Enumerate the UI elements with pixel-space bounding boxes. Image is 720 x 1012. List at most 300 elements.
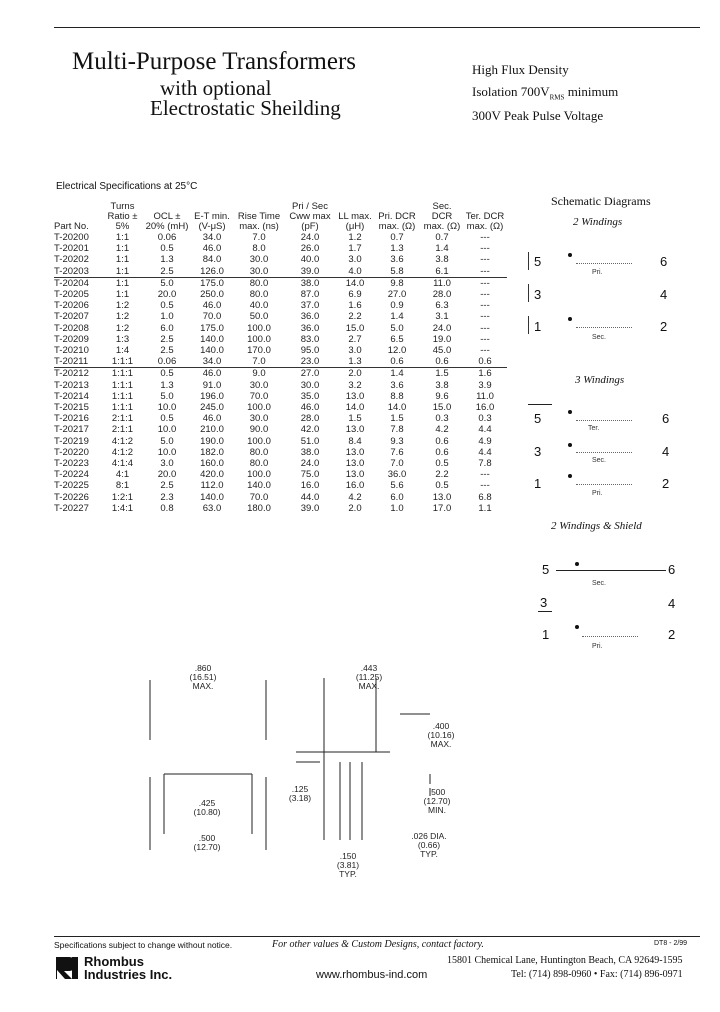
table-cell: T-20220 — [54, 446, 89, 458]
table-cell: 126.0 — [200, 265, 224, 277]
table-cell: 19.0 — [432, 333, 452, 345]
table-cell: 3.0 — [160, 458, 174, 470]
pin-6: 6 — [662, 411, 670, 426]
table-cell: 180.0 — [247, 502, 271, 514]
table-cell: 7.6 — [390, 446, 404, 458]
table-row — [54, 334, 507, 345]
col-sec-dcr: Sec. DCR max. (Ω) — [423, 201, 461, 232]
table-row — [54, 254, 507, 265]
table-cell: 1.3 — [390, 243, 404, 255]
table-row — [54, 391, 507, 402]
table-cell: 15.0 — [432, 402, 452, 414]
pin-4: 4 — [662, 444, 670, 459]
pin-3: 3 — [540, 595, 548, 610]
pin-1: 1 — [534, 476, 542, 491]
table-cell: 170.0 — [247, 345, 271, 357]
col-part: Part No. — [54, 221, 89, 232]
table-cell: 8.4 — [348, 435, 362, 447]
table-cell: T-20200 — [54, 232, 89, 243]
table-cell: 9.6 — [435, 390, 449, 402]
table-row — [54, 266, 507, 278]
table-cell: 39.0 — [300, 265, 320, 277]
pin-3: 3 — [534, 287, 542, 302]
table-cell: 0.3 — [435, 413, 449, 425]
table-cell: 1.2 — [348, 232, 362, 243]
table-cell: 1.0 — [160, 311, 174, 323]
table-cell: 2.2 — [435, 469, 449, 481]
table-cell: T-20223 — [54, 458, 89, 470]
table-cell: 1.6 — [463, 368, 507, 380]
table-cell: 100.0 — [247, 435, 271, 447]
table-cell: 80.0 — [249, 458, 269, 470]
feature-pulse: 300V Peak Pulse Voltage — [472, 108, 604, 123]
table-cell: 4:1 — [115, 469, 130, 481]
table-cell: --- — [480, 300, 490, 312]
table-cell: 24.0 — [300, 232, 320, 243]
table-cell: T-20205 — [54, 289, 89, 301]
table-cell: 1.4 — [390, 311, 404, 323]
table-row — [54, 424, 507, 435]
table-cell: 4.2 — [435, 424, 449, 436]
table-cell: 36.0 — [387, 469, 407, 481]
table-cell: 5.0 — [160, 435, 174, 447]
table-cell: 24.0 — [300, 458, 320, 470]
table-cell: 0.6 — [390, 356, 404, 368]
table-cell: --- — [480, 254, 490, 266]
table-cell: 46.0 — [202, 413, 222, 425]
table-cell: 1:2 — [115, 322, 130, 334]
table-row — [54, 300, 507, 311]
table-row — [54, 380, 507, 391]
table-cell: 7.8 — [478, 458, 492, 470]
table-cell: 5.8 — [390, 265, 404, 277]
page-title: Multi-Purpose Transformers — [72, 48, 357, 75]
table-cell: T-20207 — [54, 311, 89, 323]
table-cell: 4:1:2 — [111, 446, 134, 458]
table-cell: 40.0 — [249, 300, 269, 312]
pin-4: 4 — [668, 596, 676, 611]
table-cell: 0.5 — [160, 413, 174, 425]
table-cell: 0.5 — [145, 368, 189, 380]
table-cell: 6.0 — [160, 322, 174, 334]
table-cell: 1:4:1 — [111, 502, 134, 514]
table-cell: 1.0 — [390, 502, 404, 514]
table-cell: 46.0 — [300, 402, 320, 414]
table-row — [54, 323, 507, 334]
table-cell: 34.0 — [202, 356, 222, 368]
table-cell: T-20226 — [54, 491, 89, 503]
table-cell: 0.6 — [435, 356, 449, 368]
table-cell: 182.0 — [200, 446, 224, 458]
table-cell: 13.0 — [345, 469, 365, 481]
company-name-2: Industries Inc. — [84, 967, 173, 982]
table-cell: --- — [480, 243, 490, 255]
footer-address: 15801 Chemical Lane, Huntington Beach, CA 92649-1595 — [447, 955, 683, 966]
table-row — [54, 436, 507, 447]
table-cell: 28.0 — [432, 289, 452, 301]
table-cell: 90.0 — [249, 424, 269, 436]
col-ter-dcr: Ter. DCR max. (Ω) — [465, 211, 505, 232]
table-row — [54, 469, 507, 480]
table-cell: 245.0 — [200, 402, 224, 414]
table-cell: 0.6 — [435, 446, 449, 458]
winding-coil — [576, 327, 632, 328]
winding-coil — [576, 420, 632, 421]
table-cell: 20.0 — [157, 289, 177, 301]
table-cell: 2.5 — [160, 265, 174, 277]
winding-bar — [528, 284, 529, 302]
table-cell: 2:1:1 — [111, 424, 134, 436]
table-cell: 30.0 — [249, 379, 269, 391]
schem-sec-3windings: 3 Windings — [575, 374, 625, 386]
table-cell: 9.3 — [390, 435, 404, 447]
schem-sec-shield: 2 Windings & Shield — [551, 520, 642, 532]
table-cell: 175.0 — [189, 277, 235, 289]
pin-6: 6 — [668, 562, 676, 577]
table-cell: 35.0 — [300, 390, 320, 402]
table-row — [54, 356, 507, 368]
table-cell: 44.0 — [300, 491, 320, 503]
table-cell: 6.3 — [435, 300, 449, 312]
table-cell: 3.0 — [348, 345, 362, 357]
table-cell: T-20211 — [54, 356, 89, 368]
table-cell: 6.9 — [348, 289, 362, 301]
table-cell: 1.4 — [373, 368, 421, 380]
spec-table — [54, 196, 507, 514]
table-cell: 196.0 — [200, 390, 224, 402]
table-cell: 0.06 — [157, 356, 177, 368]
table-cell: --- — [480, 311, 490, 323]
table-cell: 6.8 — [478, 491, 492, 503]
table-cell: 100.0 — [247, 469, 271, 481]
table-cell: 4:1:4 — [111, 458, 134, 470]
footer-rule — [54, 936, 700, 937]
company-name-1: Rhombus — [84, 954, 144, 969]
table-cell: T-20201 — [54, 243, 89, 255]
table-cell: 1:1 — [115, 232, 130, 243]
table-row — [54, 277, 507, 289]
label-sec: Sec. — [592, 457, 607, 464]
table-cell: 1:2 — [115, 311, 130, 323]
table-cell: 0.8 — [160, 502, 174, 514]
footer-custom: For other values & Custom Designs, contact factory. — [272, 939, 484, 950]
table-cell: 1:1 — [115, 254, 130, 266]
table-cell: 1.5 — [390, 413, 404, 425]
table-cell: 1:1:1 — [111, 402, 134, 414]
table-cell: 7.0 — [252, 356, 266, 368]
pin-4: 4 — [660, 287, 668, 302]
pin-3: 3 — [534, 444, 542, 459]
table-cell: 2.5 — [160, 480, 174, 492]
table-row — [54, 447, 507, 458]
dim-row-span: .500 (12.70) — [193, 833, 221, 852]
label-sec: Sec. — [592, 580, 607, 587]
table-cell: 175.0 — [200, 322, 224, 334]
table-cell: 1:3 — [115, 333, 130, 345]
table-row — [54, 480, 507, 491]
table-cell: T-20202 — [54, 254, 89, 266]
table-cell: 140.0 — [200, 345, 224, 357]
feature-isolation: Isolation $700V_{RMS}$ minimum — [472, 84, 619, 102]
dim-height: .400 (10.16) MAX. — [427, 721, 455, 749]
col-turns: Turns Ratio ± 5% — [107, 201, 138, 232]
table-cell: 70.0 — [249, 491, 269, 503]
winding-bar — [528, 316, 529, 334]
table-cell: 70.0 — [249, 390, 269, 402]
table-cell: 2.3 — [160, 491, 174, 503]
top-rule — [54, 27, 700, 28]
table-cell: T-20225 — [54, 480, 89, 492]
table-cell: --- — [480, 480, 490, 492]
table-cell: 0.6 — [478, 356, 492, 368]
polarity-dot — [575, 562, 579, 566]
table-cell: 140.0 — [200, 333, 224, 345]
table-cell: T-20210 — [54, 345, 89, 357]
table-cell: 11.0 — [421, 277, 463, 289]
table-cell: 1:4 — [115, 345, 130, 357]
table-cell: 70.0 — [202, 311, 222, 323]
table-cell: 5.0 — [145, 277, 189, 289]
table-cell: 28.0 — [300, 413, 320, 425]
table-cell: 4.4 — [478, 446, 492, 458]
table-cell: T-20219 — [54, 435, 89, 447]
table-cell: 2.5 — [160, 333, 174, 345]
table-cell: 30.0 — [249, 413, 269, 425]
polarity-dot — [575, 625, 579, 629]
table-cell: 80.0 — [249, 289, 269, 301]
table-cell: 420.0 — [200, 469, 224, 481]
table-row — [54, 311, 507, 322]
table-cell: 1:1:1 — [111, 390, 134, 402]
lead-line — [538, 611, 552, 612]
spec-title: Electrical Specifications at 25°C — [56, 181, 198, 192]
table-cell: 0.9 — [390, 300, 404, 312]
table-cell: 27.0 — [283, 368, 337, 380]
table-row — [54, 289, 507, 300]
table-cell: 1.5 — [348, 413, 362, 425]
table-cell: T-20227 — [54, 502, 89, 514]
table-cell: 13.0 — [345, 446, 365, 458]
table-row — [54, 345, 507, 356]
table-cell: 16.0 — [345, 480, 365, 492]
table-cell: 3.1 — [435, 311, 449, 323]
table-cell: 46.0 — [202, 243, 222, 255]
table-cell: --- — [480, 322, 490, 334]
table-cell: 8:1 — [115, 480, 130, 492]
table-cell: 4.4 — [478, 424, 492, 436]
table-cell: 45.0 — [432, 345, 452, 357]
polarity-dot — [568, 443, 572, 447]
winding-coil — [576, 263, 632, 264]
schem-sec-2windings: 2 Windings — [573, 216, 623, 228]
pin-6: 6 — [660, 254, 668, 269]
table-cell: 15.0 — [345, 322, 365, 334]
subtitle-line2: with optional — [160, 76, 272, 100]
table-cell: T-20213 — [54, 379, 89, 391]
table-cell: 9.0 — [235, 368, 283, 380]
pin-5: 5 — [542, 562, 550, 577]
table-cell: T-20217 — [54, 424, 89, 436]
table-cell: 5.0 — [390, 322, 404, 334]
table-cell: 1.3 — [160, 254, 174, 266]
pin-2: 2 — [668, 627, 676, 642]
table-cell: 0.06 — [157, 232, 177, 243]
table-cell: 14.0 — [387, 402, 407, 414]
table-cell: 91.0 — [202, 379, 222, 391]
table-cell: 80.0 — [249, 446, 269, 458]
table-cell: --- — [480, 289, 490, 301]
table-cell: 4:1:2 — [111, 435, 134, 447]
table-cell: 17.0 — [432, 502, 452, 514]
table-cell: 2:1:1 — [111, 413, 134, 425]
table-cell: 63.0 — [202, 502, 222, 514]
shield-line — [556, 570, 666, 571]
winding-coil — [576, 484, 632, 485]
dim-width: .443 (11.25) MAX. — [355, 663, 383, 691]
mechanical-drawing — [130, 660, 450, 880]
table-cell: 4.0 — [348, 265, 362, 277]
table-cell: --- — [480, 469, 490, 481]
table-cell: 36.0 — [300, 311, 320, 323]
table-cell: 38.0 — [283, 277, 337, 289]
table-cell: 13.0 — [345, 424, 365, 436]
table-cell: 3.8 — [435, 254, 449, 266]
table-cell: 1.3 — [160, 379, 174, 391]
table-cell: 0.5 — [160, 243, 174, 255]
rhombus-logo-icon — [54, 953, 80, 981]
table-cell: 7.0 — [252, 232, 266, 243]
table-cell: 5.0 — [160, 390, 174, 402]
table-row — [54, 243, 507, 254]
table-cell: 6.5 — [390, 333, 404, 345]
dim-length: .860 (16.51) MAX. — [189, 663, 217, 691]
table-cell: 1:2 — [115, 300, 130, 312]
polarity-dot — [568, 474, 572, 478]
table-cell: 100.0 — [247, 322, 271, 334]
footer-phone: Tel: (714) 898-0960 • Fax: (714) 896-0971 — [511, 969, 683, 980]
table-cell: 39.0 — [300, 502, 320, 514]
table-cell: 100.0 — [247, 402, 271, 414]
label-sec: Sec. — [592, 334, 607, 341]
table-cell: 30.0 — [249, 265, 269, 277]
winding-coil — [576, 452, 632, 453]
table-cell: 140.0 — [247, 480, 271, 492]
table-cell: T-20209 — [54, 333, 89, 345]
table-cell: 26.0 — [300, 243, 320, 255]
footer-code: DT8 - 2/99 — [654, 940, 688, 947]
pin-5: 5 — [534, 254, 542, 269]
label-ter: Ter. — [588, 425, 600, 432]
table-cell: --- — [480, 345, 490, 357]
col-rise: Rise Time max. (ns) — [237, 211, 281, 232]
table-cell: 84.0 — [202, 254, 222, 266]
table-cell: 40.0 — [300, 254, 320, 266]
table-cell: 95.0 — [300, 345, 320, 357]
table-cell: 8.0 — [252, 243, 266, 255]
table-row — [54, 402, 507, 413]
table-cell: 12.0 — [387, 345, 407, 357]
table-cell: 1.6 — [348, 300, 362, 312]
table-cell: 3.6 — [390, 254, 404, 266]
spec-body — [54, 232, 507, 514]
table-cell: T-20215 — [54, 402, 89, 414]
table-cell: 1.4 — [435, 243, 449, 255]
table-cell: 36.0 — [300, 322, 320, 334]
table-cell: 10.0 — [157, 424, 177, 436]
table-cell: 8.8 — [390, 390, 404, 402]
table-cell: T-20204 — [54, 277, 100, 289]
dim-standoff: .125 (3.18) — [288, 784, 312, 803]
table-cell: 42.0 — [300, 424, 320, 436]
table-cell: 0.5 — [435, 458, 449, 470]
table-cell: 30.0 — [249, 254, 269, 266]
table-cell: 3.8 — [435, 379, 449, 391]
table-cell: 0.5 — [160, 300, 174, 312]
feature-flux: High Flux Density — [472, 62, 569, 77]
table-cell: 24.0 — [432, 322, 452, 334]
table-cell: 37.0 — [300, 300, 320, 312]
table-cell: 1.7 — [348, 243, 362, 255]
table-cell: 34.0 — [202, 232, 222, 243]
table-cell: 3.6 — [390, 379, 404, 391]
table-cell: 100.0 — [247, 333, 271, 345]
table-cell: 2.5 — [160, 345, 174, 357]
table-cell: 20.0 — [157, 469, 177, 481]
table-cell: 1:1 — [100, 277, 145, 289]
polarity-dot — [568, 253, 572, 257]
table-cell: 1:1 — [115, 289, 130, 301]
table-row — [54, 232, 507, 243]
table-cell: 50.0 — [249, 311, 269, 323]
table-cell: 112.0 — [200, 480, 224, 492]
table-cell: 46.0 — [202, 300, 222, 312]
table-cell: T-20208 — [54, 322, 89, 334]
label-pri: Pri. — [592, 269, 603, 276]
table-cell: 3.2 — [348, 379, 362, 391]
table-cell: 7.8 — [390, 424, 404, 436]
table-cell: 13.0 — [432, 491, 452, 503]
table-cell: 0.7 — [390, 232, 404, 243]
col-pri-dcr: Pri. DCR max. (Ω) — [378, 211, 416, 232]
table-row — [54, 458, 507, 469]
col-ocl: OCL ± 20% (mH) — [145, 211, 189, 232]
label-pri: Pri. — [592, 490, 603, 497]
table-cell: 0.3 — [478, 413, 492, 425]
table-cell: 46.0 — [189, 368, 235, 380]
table-cell: 14.0 — [337, 277, 373, 289]
table-cell: 0.5 — [435, 480, 449, 492]
footer-web: www.rhombus-ind.com — [316, 969, 428, 981]
table-cell: 87.0 — [300, 289, 320, 301]
lead-line — [528, 404, 552, 405]
table-cell: 14.0 — [345, 402, 365, 414]
table-cell: 4.2 — [348, 491, 362, 503]
table-cell: 27.0 — [387, 289, 407, 301]
table-cell: 83.0 — [300, 333, 320, 345]
table-cell: 1.3 — [348, 356, 362, 368]
table-cell: 10.0 — [157, 446, 177, 458]
table-cell: 16.0 — [475, 402, 495, 414]
table-cell: 51.0 — [300, 435, 320, 447]
table-cell: --- — [480, 232, 490, 243]
table-cell: 0.7 — [435, 232, 449, 243]
table-row — [54, 492, 507, 503]
table-cell: T-20212 — [54, 368, 100, 380]
winding-coil — [582, 636, 638, 637]
footer-note: Specifications subject to change without notice. — [54, 940, 233, 950]
table-cell: 80.0 — [235, 277, 283, 289]
dim-pin-span: .425 (10.80) — [193, 798, 221, 817]
